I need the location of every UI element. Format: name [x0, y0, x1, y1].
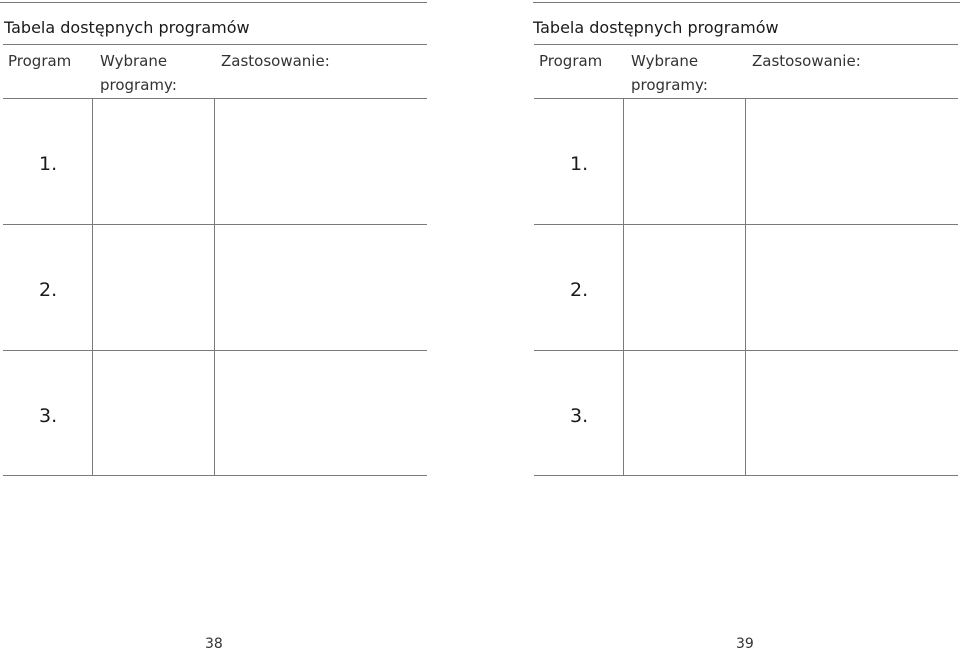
- row-number-3: 3.: [570, 405, 589, 427]
- row-line-3: [534, 475, 958, 476]
- page-number: 39: [736, 636, 754, 652]
- header-use: Zastosowanie:: [752, 52, 861, 70]
- header-use: Zastosowanie:: [221, 52, 330, 70]
- header-bottom-line: [3, 98, 427, 99]
- table-top-line: [3, 44, 427, 45]
- table-title: Tabela dostępnych programów: [4, 18, 250, 37]
- row-number-2: 2.: [39, 279, 58, 301]
- column-divider-2: [745, 99, 746, 476]
- row-line-2: [534, 350, 958, 351]
- right-page: [531, 0, 960, 651]
- table-title: Tabela dostępnych programów: [533, 18, 779, 37]
- column-divider-2: [214, 99, 215, 476]
- column-divider-1: [623, 99, 624, 476]
- left-page: [0, 0, 430, 651]
- top-rule: [0, 2, 427, 3]
- row-line-1: [3, 224, 427, 225]
- header-bottom-line: [534, 98, 958, 99]
- row-number-1: 1.: [39, 153, 58, 175]
- table-top-line: [534, 44, 958, 45]
- header-program: Program: [539, 52, 603, 70]
- row-line-1: [534, 224, 958, 225]
- row-line-3: [3, 475, 427, 476]
- row-number-3: 3.: [39, 405, 58, 427]
- header-selected-programs: Wybrane programy:: [100, 52, 177, 94]
- row-number-2: 2.: [570, 279, 589, 301]
- column-divider-1: [92, 99, 93, 476]
- header-selected-programs: Wybrane programy:: [631, 52, 708, 94]
- header-program: Program: [8, 52, 72, 70]
- row-line-2: [3, 350, 427, 351]
- row-number-1: 1.: [570, 153, 589, 175]
- programs-table: [534, 44, 958, 476]
- page-number: 38: [205, 636, 223, 652]
- programs-table: [3, 44, 427, 476]
- top-rule: [533, 2, 960, 3]
